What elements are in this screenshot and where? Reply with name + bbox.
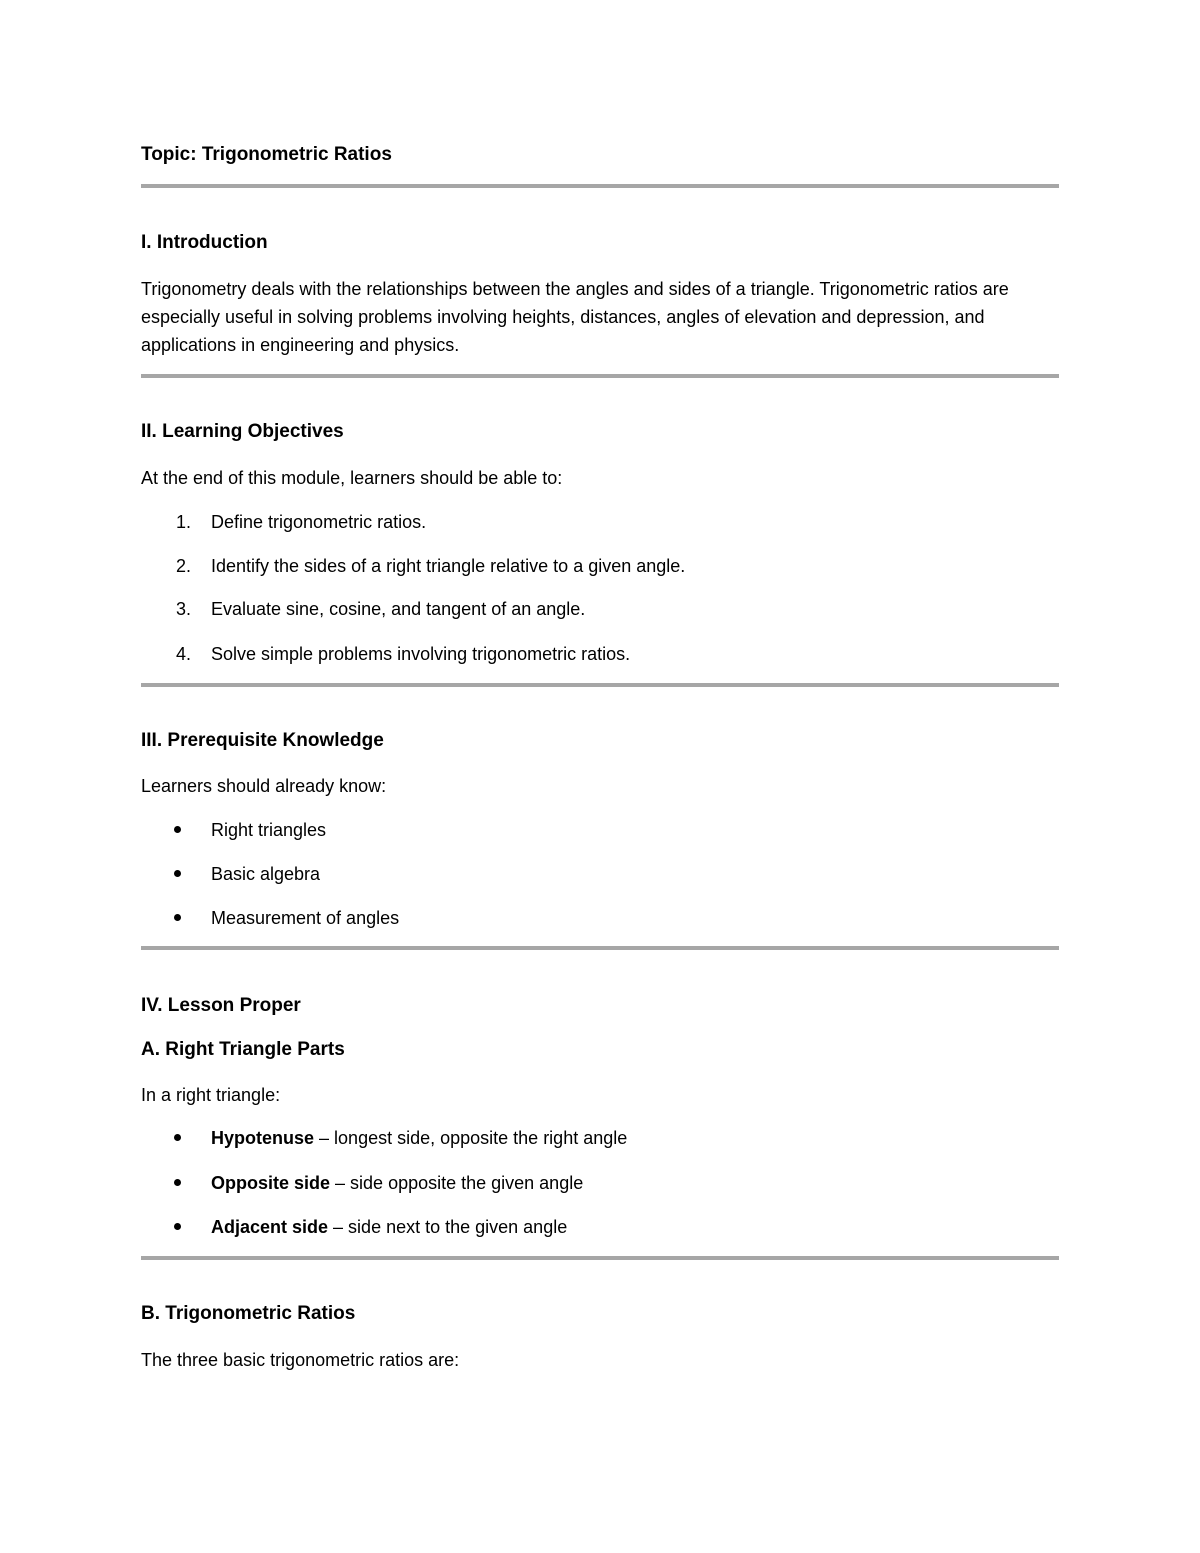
lesson-heading: IV. Lesson Proper <box>141 995 301 1016</box>
list-number: 4. <box>176 644 192 664</box>
term: Adjacent side <box>211 1217 329 1237</box>
list-text: Right triangles <box>211 820 327 840</box>
introduction-heading: I. Introduction <box>141 232 268 253</box>
term: Opposite side <box>211 1173 331 1193</box>
list-number: 3. <box>176 599 192 619</box>
divider <box>141 946 1059 950</box>
divider <box>141 683 1059 687</box>
divider <box>141 184 1059 188</box>
term-description: – side next to the given angle <box>328 1217 568 1237</box>
term-description: – side opposite the given angle <box>330 1173 584 1193</box>
list-text: Solve simple problems involving trigonometric ratios. <box>211 644 631 664</box>
prerequisites-heading: III. Prerequisite Knowledge <box>141 730 384 751</box>
bullet-icon <box>174 1179 181 1186</box>
list-text <box>211 1126 627 1150</box>
topic-title: Topic: Trigonometric Ratios <box>141 144 392 165</box>
introduction-text: Trigonometry deals with the relationships between the angles and sides of a triangle. Trigonometric ratios are especially useful in solving problems involving heights, distances, angles of elevation and depression, and applications in engineering and physics. <box>141 279 1009 355</box>
list-number: 2. <box>176 556 192 576</box>
part-a-intro: In a right triangle: <box>141 1085 281 1105</box>
part-b-intro: The three basic trigonometric ratios are: <box>141 1350 460 1370</box>
bullet-icon <box>174 1134 181 1141</box>
list-text: Evaluate sine, cosine, and tangent of an angle. <box>211 599 586 619</box>
list-text <box>211 1171 583 1195</box>
bullet-icon <box>174 870 181 877</box>
list-number: 1. <box>176 512 192 532</box>
bullet-icon <box>174 914 181 921</box>
bullet-icon <box>174 1223 181 1230</box>
term: Hypotenuse <box>211 1128 315 1148</box>
term-description: – longest side, opposite the right angle <box>314 1128 628 1148</box>
list-text: Measurement of angles <box>211 908 400 928</box>
divider <box>141 1256 1059 1260</box>
list-text: Identify the sides of a right triangle relative to a given angle. <box>211 556 686 576</box>
list-text <box>211 1215 567 1239</box>
list-text: Basic algebra <box>211 864 321 884</box>
part-b-heading: B. Trigonometric Ratios <box>141 1303 356 1324</box>
bullet-icon <box>174 826 181 833</box>
objectives-heading: II. Learning Objectives <box>141 421 344 442</box>
list-text: Define trigonometric ratios. <box>211 512 427 532</box>
prerequisites-intro: Learners should already know: <box>141 776 387 796</box>
objectives-intro: At the end of this module, learners should be able to: <box>141 468 563 488</box>
divider <box>141 374 1059 378</box>
part-a-heading: A. Right Triangle Parts <box>141 1039 345 1060</box>
